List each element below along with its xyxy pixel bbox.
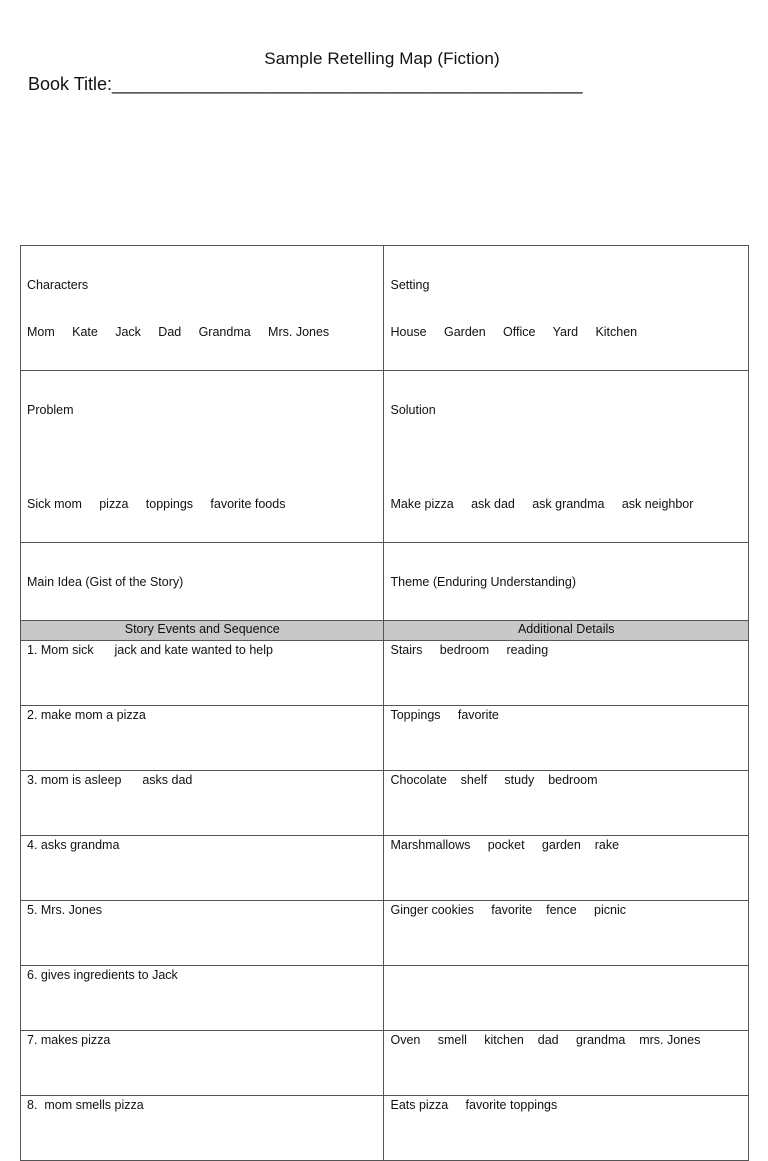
table-row — [21, 706, 749, 771]
event-cell: 3. mom is asleep asks dad — [21, 771, 384, 836]
details-header: Additional Details — [384, 621, 749, 641]
problem-cell — [21, 371, 384, 543]
event-cell: 5. Mrs. Jones — [21, 901, 384, 966]
events-header: Story Events and Sequence — [21, 621, 384, 641]
problem-solution-row — [21, 371, 749, 543]
table-row — [21, 901, 749, 966]
table-row — [21, 771, 749, 836]
table-row — [21, 1031, 749, 1096]
problem-label: Problem — [27, 403, 74, 417]
details-cell: Oven smell kitchen dad grandma mrs. Jones — [384, 1031, 749, 1096]
details-cell: Chocolate shelf study bedroom — [384, 771, 749, 836]
book-title-line: Book Title:_______________________________________________ — [28, 74, 583, 94]
details-cell — [384, 966, 749, 1031]
table-row — [21, 966, 749, 1031]
event-cell: 7. makes pizza — [21, 1031, 384, 1096]
characters-setting-row — [21, 246, 749, 371]
details-cell: Toppings favorite — [384, 706, 749, 771]
setting-cell — [384, 246, 749, 371]
main-idea-theme-row — [21, 543, 749, 621]
main-idea-cell — [21, 543, 384, 621]
details-cell: Marshmallows pocket garden rake — [384, 836, 749, 901]
theme-label: Theme (Enduring Understanding) — [390, 575, 577, 589]
theme-cell — [384, 543, 749, 621]
event-cell: 2. make mom a pizza — [21, 706, 384, 771]
solution-value: Make pizza ask dad ask grandma ask neighbor — [390, 497, 694, 511]
event-cell: 6. gives ingredients to Jack — [21, 966, 384, 1031]
solution-label: Solution — [390, 403, 436, 417]
table-row — [21, 836, 749, 901]
characters-label: Characters — [27, 278, 89, 292]
section-header-row — [21, 621, 749, 641]
event-cell: 1. Mom sick jack and kate wanted to help — [21, 641, 384, 706]
setting-value: House Garden Office Yard Kitchen — [390, 325, 638, 339]
characters-cell — [21, 246, 384, 371]
solution-cell — [384, 371, 749, 543]
details-cell: Eats pizza favorite toppings — [384, 1096, 749, 1161]
details-cell: Ginger cookies favorite fence picnic — [384, 901, 749, 966]
table-row — [21, 1096, 749, 1161]
event-cell: 8. mom smells pizza — [21, 1096, 384, 1161]
table-row — [21, 641, 749, 706]
page-title: Sample Retelling Map (Fiction) — [264, 49, 500, 68]
main-idea-label: Main Idea (Gist of the Story) — [27, 575, 184, 589]
details-cell: Stairs bedroom reading — [384, 641, 749, 706]
problem-value: Sick mom pizza toppings favorite foods — [27, 497, 286, 511]
setting-label: Setting — [390, 278, 430, 292]
event-cell: 4. asks grandma — [21, 836, 384, 901]
characters-value: Mom Kate Jack Dad Grandma Mrs. Jones — [27, 325, 330, 339]
